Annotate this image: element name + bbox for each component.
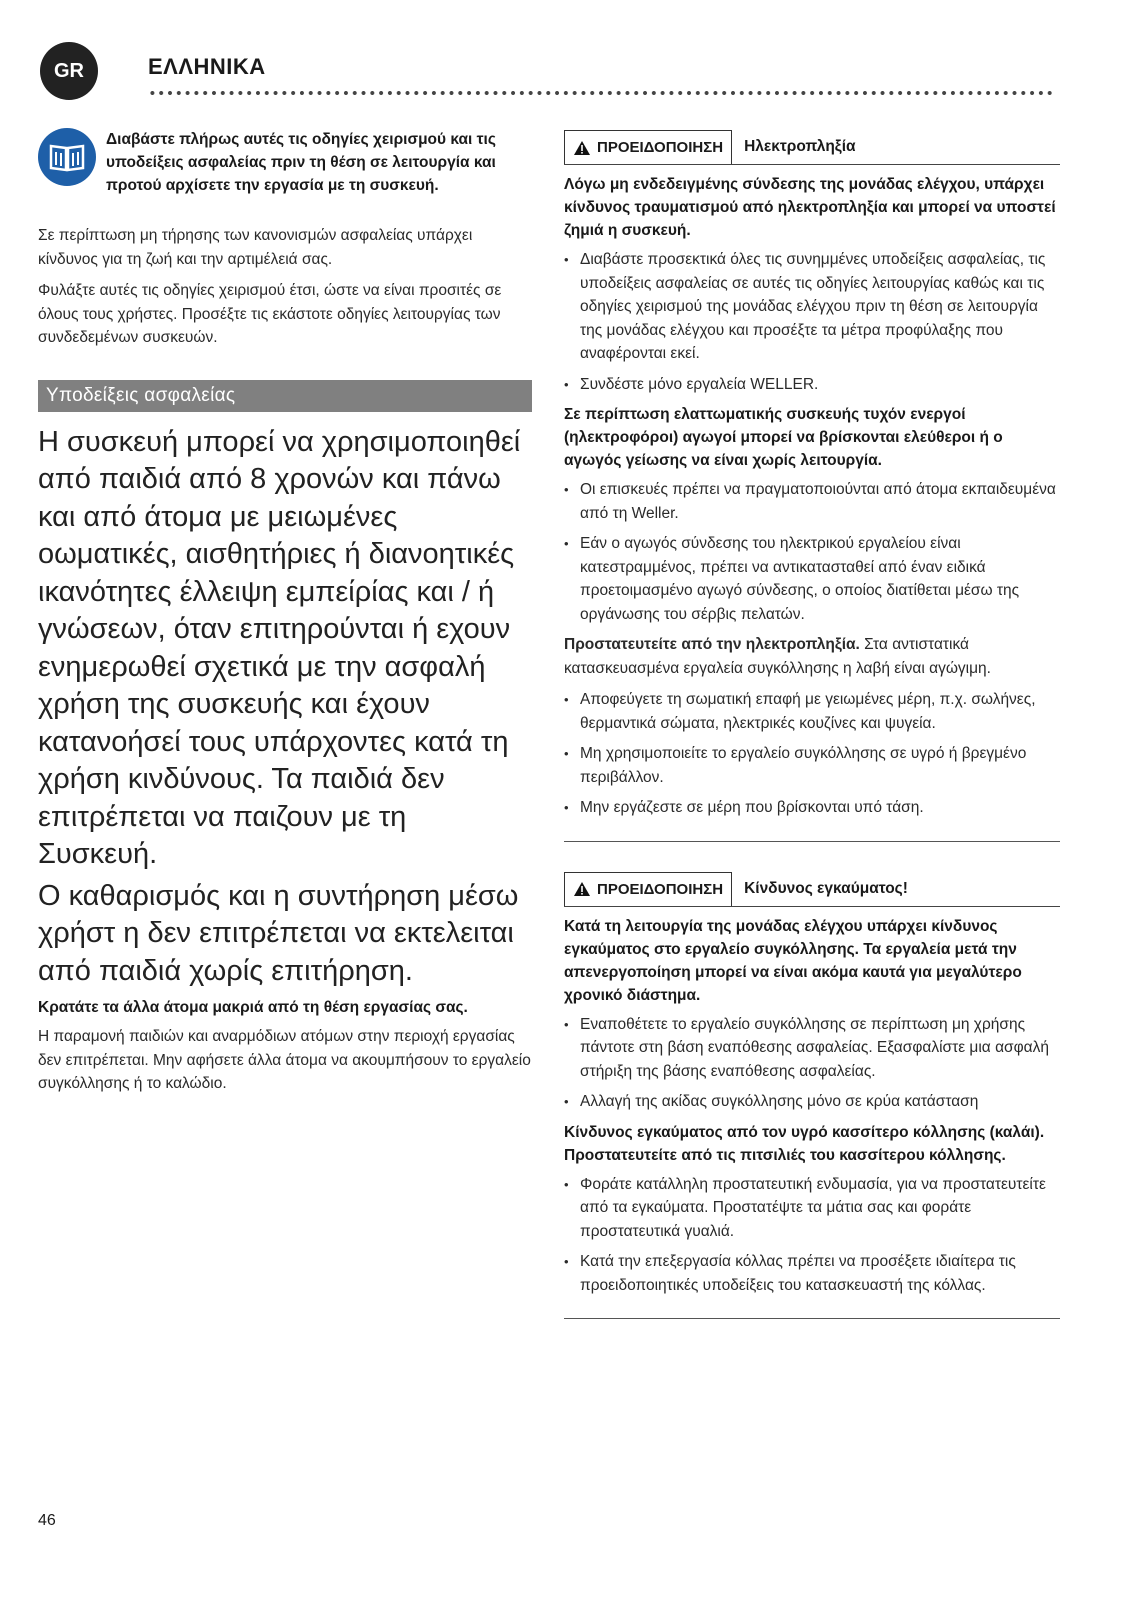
warning-electric-shock bbox=[564, 130, 1060, 842]
language-code: GR bbox=[54, 59, 84, 82]
warning-bold-text: Λόγω μη ενδεδειγμένης σύνδεσης της μονάδας ελέγχου, υπάρχει κίνδυνος τραυματισμού από ηλεκτροπληξία και μπορεί να υποστεί ζημιά η συσκευή. bbox=[564, 176, 1056, 239]
cleaning-notice: Ο καθαρισμός και η συντήρηση μέσω χρήστ η δεν επιτρέπεται να εκτελειται από παιδιά χωρίς επιτήρηση. bbox=[38, 879, 519, 987]
warning-header bbox=[564, 130, 1060, 165]
page-number: 46 bbox=[38, 1512, 56, 1529]
bullet-list bbox=[564, 248, 1060, 396]
read-manual-icon bbox=[38, 128, 96, 186]
language-title: ΕΛΛΗΝΙΚΑ bbox=[148, 54, 266, 79]
list-item: • Συνδέστε μόνο εργαλεία WELLER. bbox=[564, 373, 1060, 397]
list-item: • Φοράτε κατάλληλη προστατευτική ενδυμασία, για να προστατευτείτε από τα εγκαύματα. Προστατέψτε τα μάτια σας και φοράτε προστατευτικά γυαλιά. bbox=[564, 1173, 1060, 1244]
bullet-list bbox=[564, 1173, 1060, 1298]
bullet-list bbox=[564, 1013, 1060, 1114]
warning-label: ΠΡΟΕΙΔΟΠΟΙΗΣΗ bbox=[597, 880, 724, 898]
section-header bbox=[38, 380, 532, 412]
language-badge bbox=[40, 42, 98, 100]
warning-label-box bbox=[564, 872, 732, 906]
warning-header bbox=[564, 872, 1060, 907]
list-item: • Μην εργάζεστε σε μέρη που βρίσκονται υπό τάση. bbox=[564, 796, 1060, 820]
safety-paragraph-1: Σε περίπτωση μη τήρησης των κανονισμών ασφαλείας υπάρχει κίνδυνος για τη ζωή και την αρτιμέλειά σας. bbox=[38, 227, 473, 268]
list-item: • Εναποθέτετε το εργαλείο συγκόλλησης σε περίπτωση μη χρήσης πάντοτε στη βάση εναπόθεσης ασφαλείας. Εξασφαλίστε μια ασφαλή στήριξη της βάσης εναπόθεσης ασφαλείας. bbox=[564, 1013, 1060, 1084]
protection-bold: Προστατευτείτε από την ηλεκτροπληξία. bbox=[564, 636, 860, 653]
warning-triangle-icon bbox=[573, 140, 591, 156]
list-item: • Μη χρησιμοποιείτε το εργαλείο συγκόλλησης σε υγρό ή βρεγμένο περιβάλλον. bbox=[564, 742, 1060, 789]
intro-instruction: Διαβάστε πλήρως αυτές τις οδηγίες χειρισμού και τις υποδείξεις ασφαλείας πριν τη θέση σε λειτουργία και προτού αρχίσετε την εργασία με τη συσκευή. bbox=[106, 131, 496, 194]
list-item: • Διαβάστε προσεκτικά όλες τις συνημμένες υποδείξεις ασφαλείας, τις υποδείξεις ασφαλείας σε αυτές τις οδηγίες λειτουργίας καθώς και τις οδηγίες χειρισμού της μονάδας ελέγχου πριν τη θέση σε λειτουργία της μονάδας ελέγχου και προσέξτε τα μέτρα προφύλαξης που αναφέρονται εκεί. bbox=[564, 248, 1060, 366]
warning-label-box bbox=[564, 130, 732, 164]
workplace-paragraph: Η παραμονή παιδιών και αναρμόδιων ατόμων στην περιοχή εργασίας δεν επιτρέπεται. Μην αφήσετε άλλα άτομα να ακουμπήσουν το εργαλείο συγκόλλησης ή το καλώδιο. bbox=[38, 1028, 531, 1092]
warning-bold-text: Κατά τη λειτουργία της μονάδας ελέγχου υπάρχει κίνδυνος εγκαύματος στο εργαλείο συγκόλλησης. Τα εργαλεία μετά την απενεργοποίηση μπορεί να είναι ακόμα καυτά για μεγαλύτερο χρονικό διάστημα. bbox=[564, 917, 1022, 1004]
safety-paragraph-2: Φυλάξτε αυτές τις οδηγίες χειρισμού έτσι, ώστε να είναι προσιτές σε όλους τους χρήστες. Προσέξτε τις εκάστοτε οδηγίες λειτουργίας των συνδεδεμένων συσκευών. bbox=[38, 282, 502, 346]
dotted-divider bbox=[148, 90, 1054, 96]
right-column bbox=[564, 130, 1060, 1319]
warning-title: Κίνδυνος εγκαύματος! bbox=[744, 879, 908, 897]
keep-away-note: Κρατάτε τα άλλα άτομα μακριά από τη θέση εργασίας σας. bbox=[38, 999, 468, 1016]
list-item: • Κατά την επεξεργασία κόλλας πρέπει να προσέξετε ιδιαίτερα τις προειδοποιητικές υποδείξεις του κατασκευαστή της κόλλας. bbox=[564, 1250, 1060, 1297]
left-column bbox=[38, 128, 532, 1104]
list-item: • Αλλαγή της ακίδας συγκόλλησης μόνο σε κρύα κατάσταση bbox=[564, 1090, 1060, 1114]
list-item: • Οι επισκευές πρέπει να πραγματοποιούνται από άτομα εκπαιδευμένα από τη Weller. bbox=[564, 478, 1060, 525]
children-notice: Η συσκευή μπορεί να χρησιμοποιηθεί από παιδιά από 8 χρονών και πάνω και από άτομα με μειωμένες οωματικές, αισθητήριες ή διανοητικές ικανότητες έλλειψη εμπείρίας και / ή γνώσεων, όταν επιτηρούνται ή εχουν ενημερωθεί σχετικά με την ασφαλή χρήση της συσκευής και έχουν κατανοήσεί τους υπάρχοντες κατά τη χρήση κινδύνους. Τα παιδιά δεν επιτρέπεται να παιζουν με τη Συσκευή. bbox=[38, 425, 521, 870]
warning-triangle-icon bbox=[573, 881, 591, 897]
list-item: • Αποφεύγετε τη σωματική επαφή με γειωμένες μέρη, π.χ. σωλήνες, θερμαντικά σώματα, ηλεκτρικές κουζίνες και ψυγεία. bbox=[564, 688, 1060, 735]
protection-paragraph bbox=[564, 633, 1060, 680]
warning-burn bbox=[564, 872, 1060, 1320]
list-item: • Εάν ο αγωγός σύνδεσης του ηλεκτρικού εργαλείου είναι κατεστραμμένος, πρέπει να αντικατασταθεί από έναν ειδικά προετοιμασμένο αγωγό σύνδεσης, ο οποίος διατίθεται μέσω της οργάνωσης του σέρβις πελατών. bbox=[564, 532, 1060, 626]
protection-text: Στα αντιστατικά κατασκευασμένα εργαλεία συγκόλλησης η λαβή είναι αγώγιμη. bbox=[564, 636, 991, 677]
warning-bold-text: Σε περίπτωση ελαττωματικής συσκευής τυχόν ενεργοί (ηλεκτροφόροι) αγωγοί μπορεί να βρίσκονται ελεύθεροι ή ο αγωγός γείωσης να είναι χωρίς λειτουργία. bbox=[564, 406, 1003, 469]
warning-title: Ηλεκτροπληξία bbox=[744, 138, 856, 155]
bullet-list bbox=[564, 478, 1060, 626]
section-title: Υποδείξεις ασφαλείας bbox=[46, 384, 236, 406]
bullet-list bbox=[564, 688, 1060, 820]
warning-label: ΠΡΟΕΙΔΟΠΟΙΗΣΗ bbox=[597, 139, 724, 156]
warning-bold-text: Κίνδυνος εγκαύματος από τον υγρό κασσίτερο κόλλησης (καλάι). Προστατευτείτε από τις πιτσιλιές του κασσίτερου κόλλησης. bbox=[564, 1123, 1045, 1164]
